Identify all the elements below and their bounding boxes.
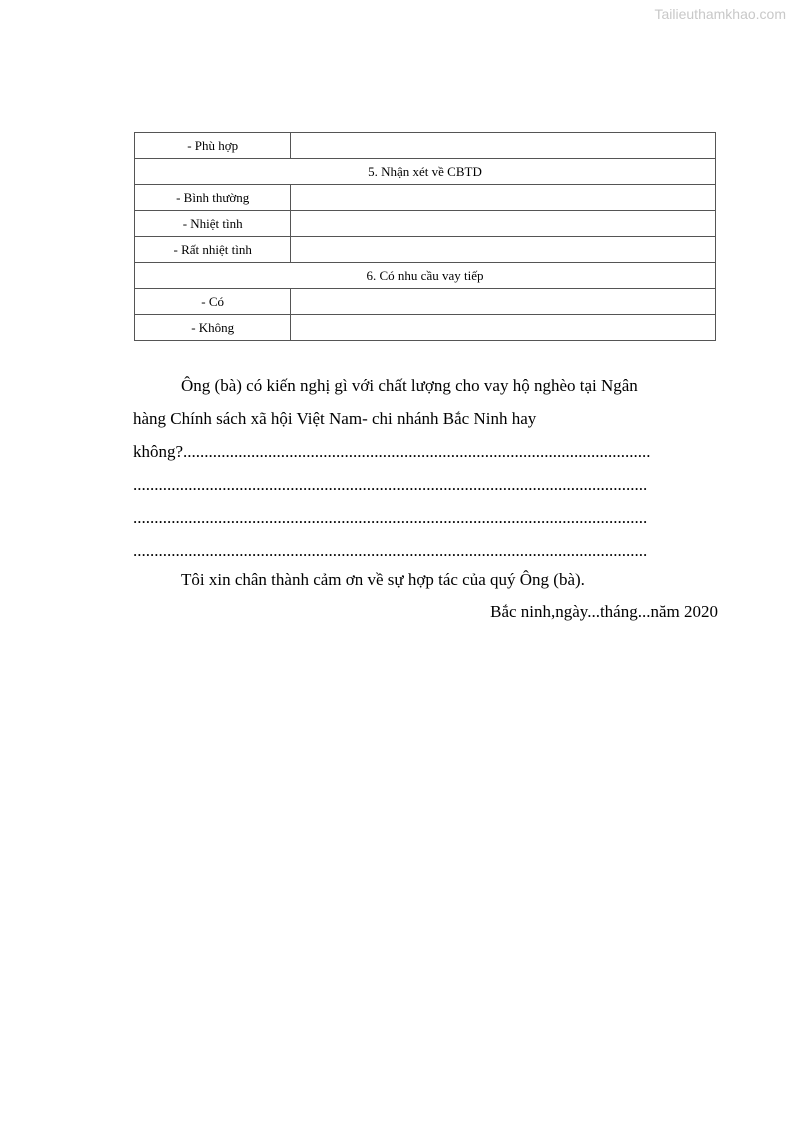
option-label: - Bình thường bbox=[135, 185, 291, 211]
question-line: Ông (bà) có kiến nghị gì với chất lượng cho vay hộ nghèo tại Ngân bbox=[181, 376, 638, 395]
question-line: hàng Chính sách xã hội Việt Nam- chi nhánh Bắc Ninh hay bbox=[133, 409, 537, 428]
answer-cell[interactable] bbox=[291, 185, 716, 211]
option-label: - Nhiệt tình bbox=[135, 211, 291, 237]
table-row-section bbox=[135, 159, 716, 185]
section-heading: 5. Nhận xét về CBTD bbox=[135, 159, 716, 185]
table-row-section bbox=[135, 263, 716, 289]
table-row bbox=[135, 185, 716, 211]
table-row bbox=[135, 289, 716, 315]
answer-dotted-line[interactable]: không?.............................................................................................................. bbox=[133, 442, 651, 461]
answer-cell[interactable] bbox=[291, 289, 716, 315]
table-row bbox=[135, 237, 716, 263]
answer-cell[interactable] bbox=[291, 133, 716, 159]
answer-cell[interactable] bbox=[291, 315, 716, 341]
answer-dotted-line[interactable]: ......................................................................................................................... bbox=[133, 541, 648, 560]
answer-dotted-line[interactable]: ......................................................................................................................... bbox=[133, 508, 648, 527]
option-label: - Phù hợp bbox=[135, 133, 291, 159]
option-label: - Rất nhiệt tình bbox=[135, 237, 291, 263]
section-heading: 6. Có nhu cầu vay tiếp bbox=[135, 263, 716, 289]
survey-table bbox=[134, 132, 716, 341]
answer-cell[interactable] bbox=[291, 211, 716, 237]
answer-dotted-line[interactable]: ......................................................................................................................... bbox=[133, 475, 648, 494]
table-row bbox=[135, 133, 716, 159]
option-label: - Không bbox=[135, 315, 291, 341]
date-line: Bắc ninh,ngày...tháng...năm 2020 bbox=[490, 602, 718, 621]
table-row bbox=[135, 211, 716, 237]
table-row bbox=[135, 315, 716, 341]
watermark: Tailieuthamkhao.com bbox=[654, 6, 786, 22]
answer-cell[interactable] bbox=[291, 237, 716, 263]
thanks-text: Tôi xin chân thành cảm ơn về sự hợp tác của quý Ông (bà). bbox=[181, 570, 585, 589]
question-paragraph bbox=[133, 369, 717, 567]
option-label: - Có bbox=[135, 289, 291, 315]
